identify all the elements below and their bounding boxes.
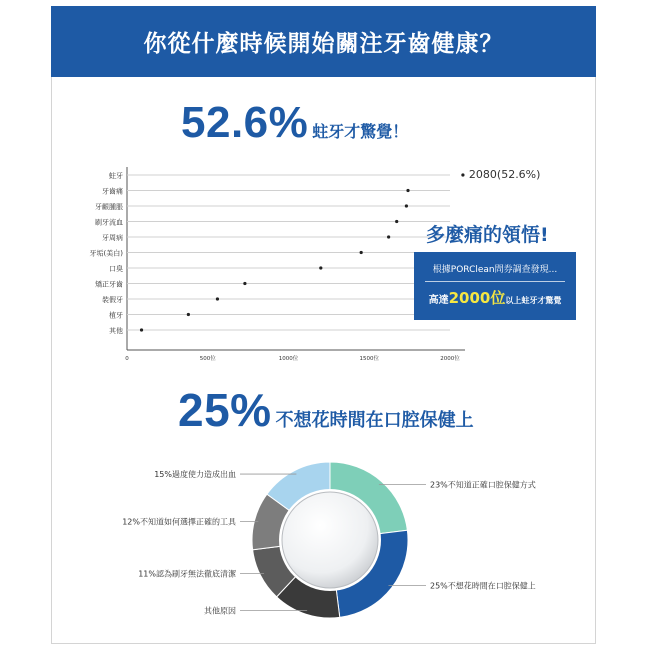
callout-line2-suffix: 以上蛀牙才驚覺	[505, 296, 562, 305]
callout-highlight: 2000位	[448, 289, 506, 307]
category-label: 植牙	[109, 311, 123, 320]
headline-2-value: 25%	[178, 384, 272, 436]
x-tick-label: 2000位	[440, 356, 460, 362]
headline-1-text: 蛀牙才驚覺！	[312, 122, 409, 141]
category-label: 牙垢(美白)	[89, 249, 123, 258]
slice-label: 23%不知道正確口腔保健方式	[430, 480, 536, 490]
category-label: 矯正牙齒	[95, 280, 123, 289]
x-tick-label: 1500位	[359, 356, 379, 362]
page-title: 你從什麼時候開始關注牙齒健康？	[51, 6, 596, 77]
slice-label: 15%過度使力造成出血	[154, 470, 236, 480]
category-label: 牙周病	[102, 234, 123, 242]
donut-hub	[282, 492, 378, 588]
x-tick-label: 500位	[199, 356, 216, 362]
category-label: 裝假牙	[102, 296, 123, 304]
callout-line1: 根據PORClean問券調查發現...	[432, 265, 558, 275]
x-tick-label: 0	[125, 356, 129, 362]
category-label: 刷牙流血	[95, 218, 123, 227]
headline-2-text: 不想花時間在口腔保健上	[275, 410, 474, 431]
headline-1-value: 52.6%	[181, 98, 309, 147]
data-annotation: 2080(52.6%)	[468, 168, 541, 181]
slice-label: 其他原因	[204, 606, 236, 616]
category-label: 口臭	[109, 265, 123, 273]
callout-title: 多麼痛的領悟!	[426, 224, 549, 246]
slice-label: 12%不知道如何選擇正確的工具	[122, 517, 236, 527]
callout-line2-prefix: 高達	[428, 295, 449, 306]
slice-label: 11%認為刷牙無法徹底清潔	[138, 569, 236, 579]
x-tick-label: 1000位	[278, 356, 299, 362]
category-label: 牙齦腫脹	[95, 203, 123, 211]
category-label: 牙齒痛	[102, 187, 123, 196]
category-label: 其他	[109, 327, 123, 335]
slice-label: 25%不想花時間在口腔保健上	[430, 581, 536, 591]
category-label: 蛀牙	[109, 172, 123, 180]
